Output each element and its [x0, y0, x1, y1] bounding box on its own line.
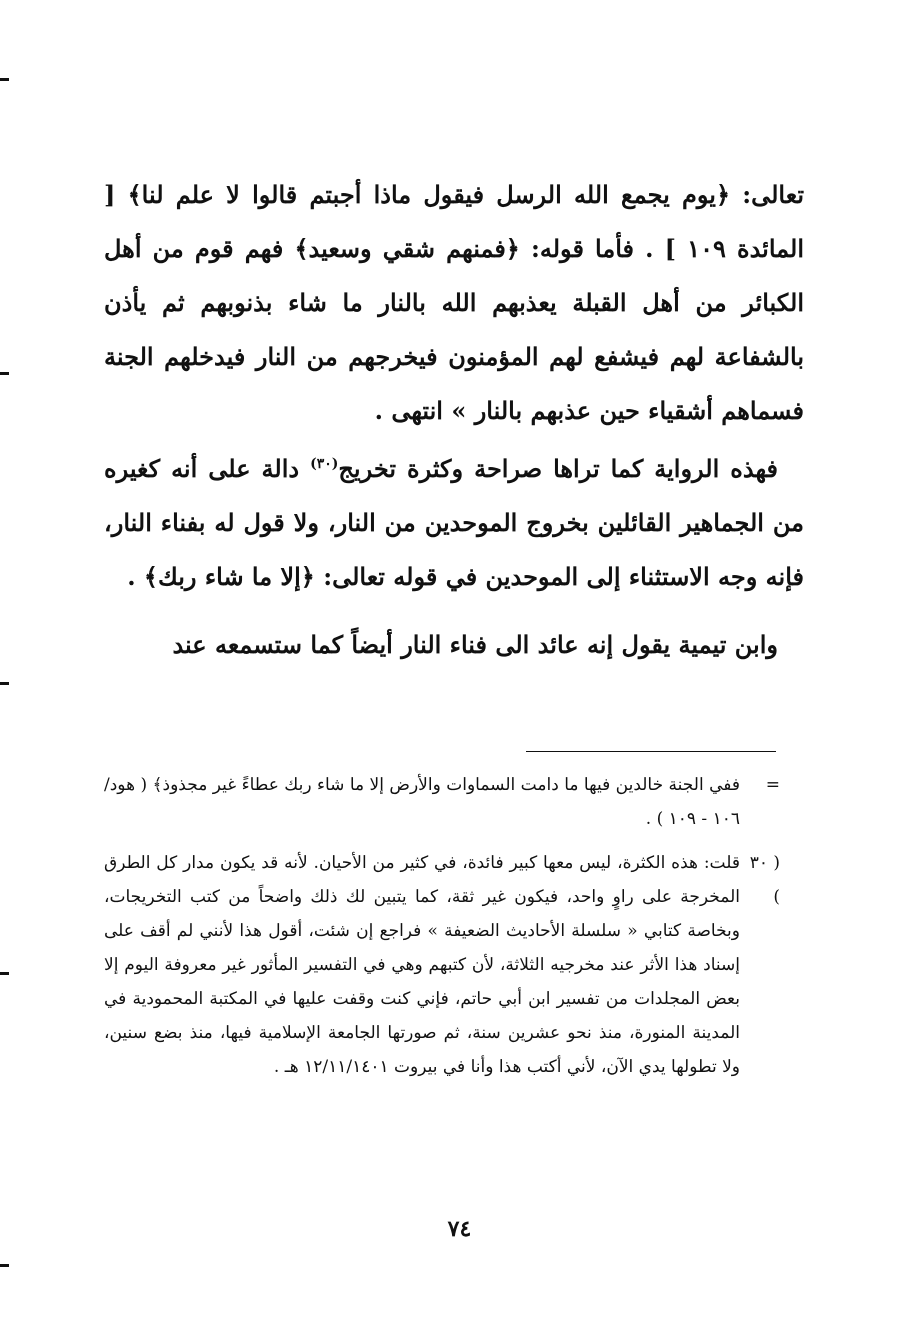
footnote-text: ففي الجنة خالدين فيها ما دامت السماوات والأرض إلا ما شاء ربك عطاءً غير مجذوذ﴾ ( هود/١٠٦ - ١٠٩ ) .: [104, 775, 740, 829]
footnote-text: قلت: هذه الكثرة، ليس معها كبير فائدة، في كثير من الأحيان. لأنه قد يكون مدار كل الطرق المخرجة على راوٍ واحد، فيكون غير ثقة، كما يتبين لك ذلك واضحاً من كتب التخريجات، وبخاصة كتابي « سلسلة الأحاديث الضعيفة » فراجع إن شئت، أقول هذا لأنني لم أقف على إسناد هذا الأثر عند مخرجيه الثلاثة، لأن كتبهم وهي في التفسير المأثور غير معروفة اليوم إلا بعض المجلدات من تفسير ابن أبي حاتم، فإني كنت وقفت عليها في المكتبة المحمودية في المدينة المنورة، منذ نحو عشرين سنة، ثم صورتها الجامعة الإسلامية فيها، منذ بضع سنين، ولا تطولها يدي الآن، لأني أكتب هذا وأنا في بيروت ١٢/١١/١٤٠١ هـ .: [104, 853, 740, 1077]
body-paragraph: [104, 442, 804, 604]
footnotes: [104, 768, 780, 1084]
paragraph-text: دالة على أنه كغيره من الجماهير القائلين بخروج الموحدين من النار، ولا قول له بفناء النار، فإنه وجه الاستثناء إلى الموحدين في قوله تعالى: ﴿إلا ما شاء ربك﴾ .: [104, 454, 804, 591]
footnote-30: [104, 846, 780, 1084]
body-paragraph: تعالى: ﴿يوم يجمع الله الرسل فيقول ماذا أجبتم قالوا لا علم لنا﴾ [ المائدة ١٠٩ ] . فأما قوله: ﴿فمنهم شقي وسعيد﴾ فهم قوم من أهل الكبائر من أهل القبلة يعذبهم الله بالنار ما شاء بذنوبهم ثم يأذن بالشفاعة لهم فيشفع لهم المؤمنون فيخرجهم من النار فيدخلهم الجنة فسماهم أشقياء حين عذبهم بالنار » انتهى .: [104, 180, 805, 425]
main-text: [104, 168, 804, 672]
page-number: ٧٤: [447, 1216, 472, 1242]
footnote-reference[interactable]: (٣٠): [310, 456, 339, 472]
footnote-marker: =: [765, 775, 780, 795]
margin-mark: [0, 78, 9, 81]
margin-mark: [0, 682, 9, 685]
footnote-continuation: [104, 768, 780, 836]
paragraph-text: فهذه الرواية كما تراها صراحة وكثرة تخريج: [338, 454, 778, 483]
margin-mark: [0, 972, 9, 975]
body-paragraph: وابن تيمية يقول إنه عائد الى فناء النار أيضاً كما ستسمعه عند: [172, 630, 778, 659]
margin-mark: [0, 372, 9, 375]
margin-mark: [0, 1264, 9, 1267]
footnote-separator: [526, 751, 776, 752]
footnote-marker: ( ٣٠ ): [749, 853, 780, 907]
